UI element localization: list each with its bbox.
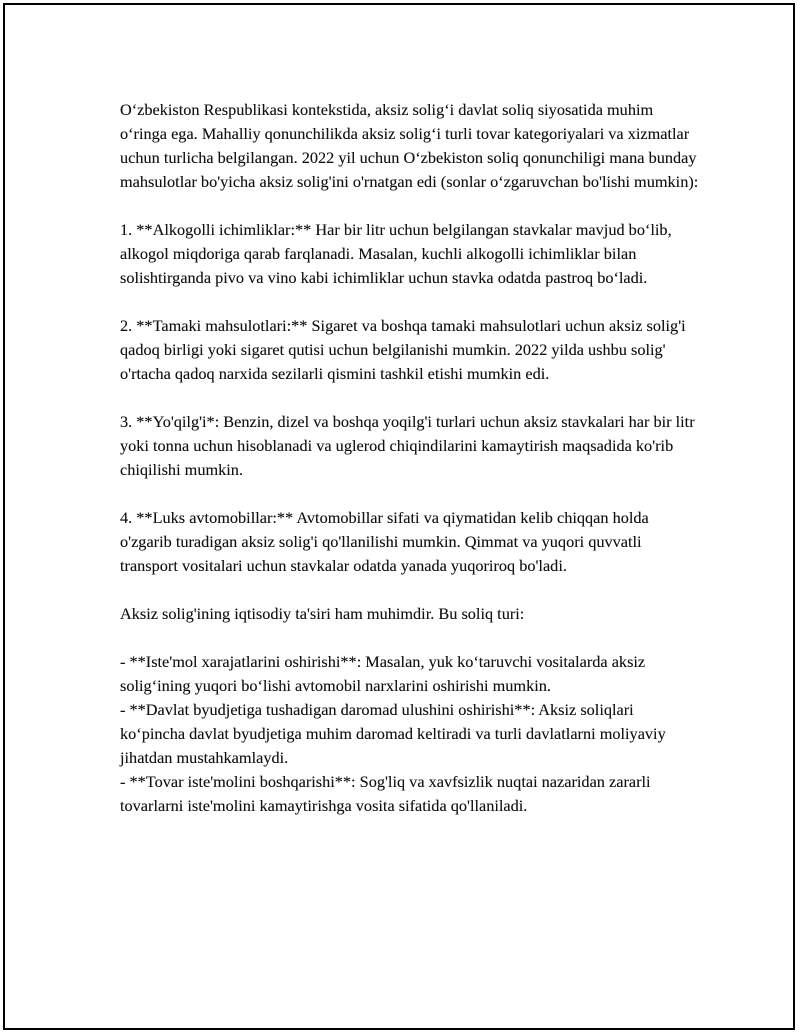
list-item-tobacco: 2. **Tamaki mahsulotlari:** Sigaret va boshqa tamaki mahsulotlari uchun aksiz solig'i qadoq birligi yoki sigaret qutisi uchun belgilanishi mumkin. 2022 yilda ushbu solig' o'rtacha qadoq narxida sezilarli qismini tashkil etishi mumkin edi.: [120, 316, 686, 383]
list-item-fuel: 3. **Yo'qilg'i*: Benzin, dizel va boshqa yoqilg'i turlari uchun aksiz stavkalari har bir litr yoki tonna uchun hisoblanadi va uglerod chiqindilarini kamaytirish maqsadida ko'rib chiqilishi mumkin.: [120, 412, 695, 479]
bullet-consumer-spending: - **Iste'mol xarajatlarini oshirishi**: Masalan, yuk ko‘taruvchi vositalarda aksiz solig‘ining yuqori bo‘lishi avtomobil narxlarini oshirishi mumkin.: [120, 652, 646, 695]
list-item-luxury-cars: 4. **Luks avtomobillar:** Avtomobillar sifati va qiymatidan kelib chiqqan holda o'zgarib turadigan aksiz solig'i qo'llanilishi mumkin. Qimmat va yuqori quvvatli transport vositalari uchun stavkalar odatda yanada yuqoriroq bo'ladi.: [120, 508, 649, 575]
document-page: [3, 3, 795, 1030]
impact-paragraph: Aksiz solig'ining iqtisodiy ta'siri ham muhimdir. Bu soliq turi:: [120, 604, 525, 623]
bullet-state-budget: - **Davlat byudjetiga tushadigan daromad ulushini oshirishi**: Aksiz soliqlari ko‘pincha davlat byudjetiga muhim daromad keltiradi va turli davlatlarni moliyaviy jihatdan mustahkamlaydi.: [120, 700, 666, 767]
document-body: [120, 98, 700, 818]
list-item-alcohol: 1. **Alkogolli ichimliklar:** Har bir litr uchun belgilangan stavkalar mavjud bo‘lib, alkogol miqdoriga qarab farqlanadi. Masalan, kuchli alkogolli ichimliklar bilan solishtirganda pivo va vino kabi ichimliklar uchun stavka odatda pastroq bo‘ladi.: [120, 220, 672, 287]
bullet-consumption-control: - **Tovar iste'molini boshqarishi**: Sog'liq va xavfsizlik nuqtai nazaridan zararli tovarlarni iste'molini kamaytirishga vosita sifatida qo'llaniladi.: [120, 772, 651, 815]
intro-paragraph: O‘zbekiston Respublikasi kontekstida, aksiz solig‘i davlat soliq siyosatida muhim o‘ringa ega. Mahalliy qonunchilikda aksiz solig‘i turli tovar kategoriyalari va xizmatlar uchun turlicha belgilangan. 2022 yil uchun O‘zbekiston soliq qonunchiligi mana bunday mahsulotlar bo'yicha aksiz solig'ini o'rnatgan edi (sonlar o‘zgaruvchan bo'lishi mumkin):: [120, 100, 699, 191]
impact-bullet-list: [120, 650, 700, 818]
